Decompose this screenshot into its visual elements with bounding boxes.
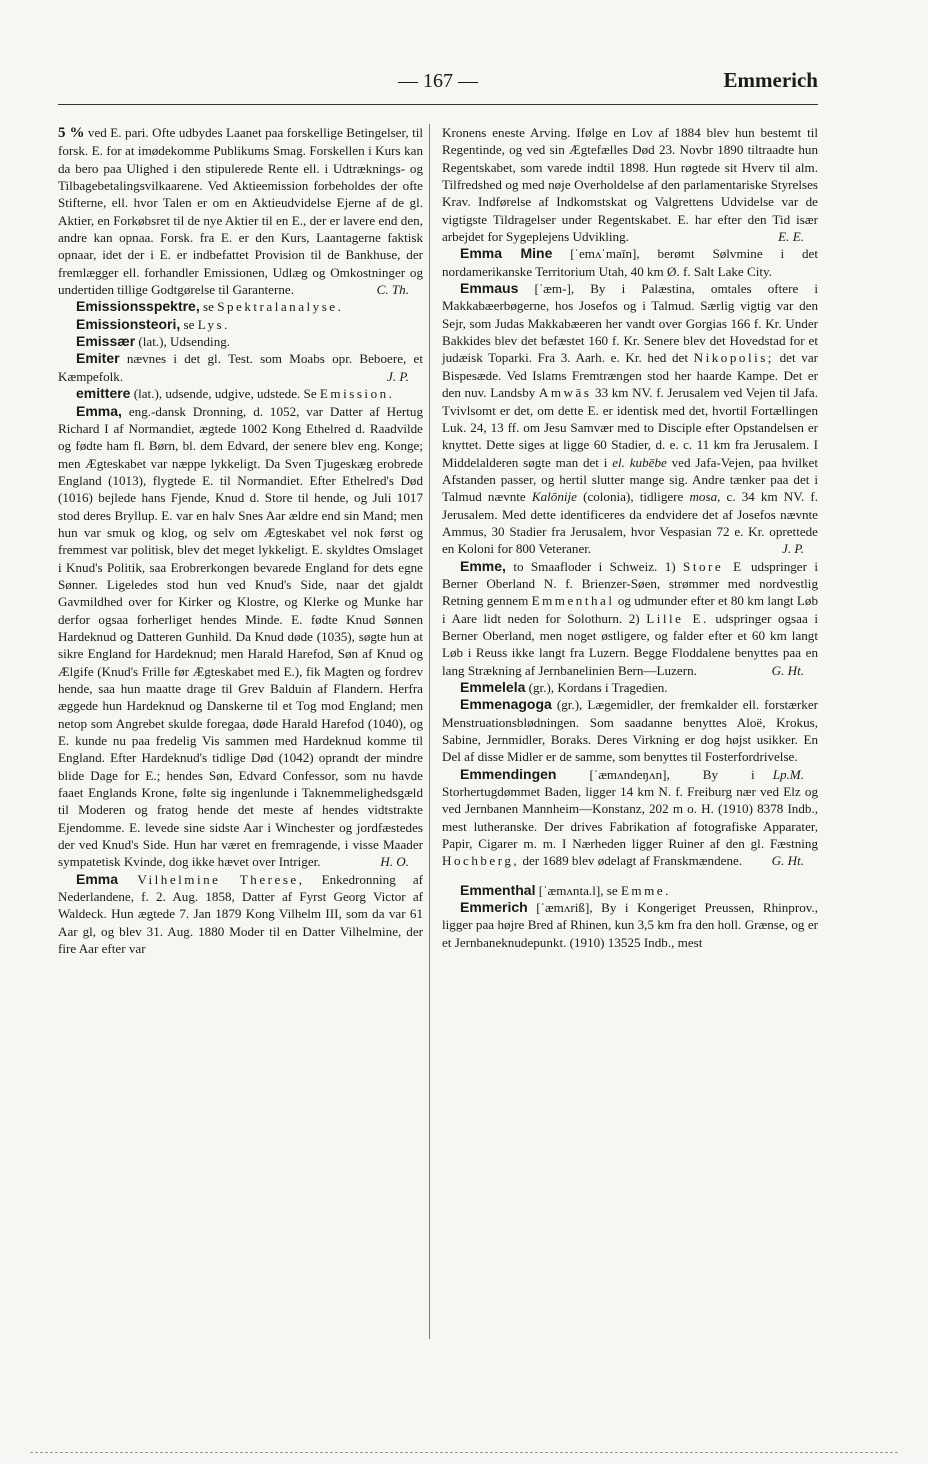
headword: Emme,: [460, 557, 506, 574]
entry-emme: [442, 558, 818, 679]
author-signature: H. O.: [380, 854, 409, 870]
italic-term: el. kubēbe: [612, 454, 667, 470]
spaced-place: Emmenthal: [531, 593, 615, 609]
paragraph-text: Kronens eneste Arving. Ifølge en Lov af 1884 blev hun bestemt til Regentinde, og ved sin Ægtefælles Død 23. Novbr 1890 tiltraadte hun Regentskabet, som varede indtil 1898. Hun røgtede sit Hverv til alm. Tilfredshed og med nøje Overholdelse af den parlamentariske Styrelses Krav. Indførelse af Indkomstskat og Valgrettens Udvidelse var de vigtigste Tildragelser under Regentskabet. E. har efter den Tid især arbejdet for Sygeplejens Udvikling.: [442, 125, 818, 245]
entry-text: det var Bispesæde. Ved Islams Fremtrængen stod her haarde Kampe. Det er den nuv. Landsby: [442, 350, 818, 401]
entry-text: (gr.), Lægemidler, der fremkalder ell. forstærker Menstruationsblødningen. Som saadanne benyttes Aloë, Krokus, Sabine, Jernmidler, Boraks. Deres Virkning er dog højst usikker. En Del af disse Midler er de samme, som benyttes til Fosterfordrivelse.: [442, 697, 818, 765]
entry-emiter: [58, 350, 423, 385]
headword: Emmenagoga: [460, 696, 552, 713]
spaced-place: Lille E.: [646, 610, 709, 626]
headword: Emiter: [76, 350, 120, 367]
headword: Emma: [76, 870, 119, 887]
entry-text: se: [199, 299, 218, 315]
entry-emmaus: [442, 280, 818, 558]
entry-emissionsspektre: [58, 298, 423, 315]
left-column: [58, 124, 423, 958]
entry-emma-mine: [442, 245, 818, 280]
author-signature: Lp.M.: [772, 766, 804, 782]
author-signature: G. Ht.: [771, 662, 804, 678]
author-signature: E. E.: [778, 229, 804, 245]
spaced-place: Store E: [683, 558, 744, 574]
entry-text: (lat.), udsende, udgive, udstede. Se: [130, 386, 320, 402]
entry-text: eng.-dansk Dronning, d. 1052, var Datter af Hertug Richard I af Normandiet, ægtede 1002 Kong Ethelred d. Raadvilde og fødte ham fl. Børn, bl. dem Edvard, der senere blev eng. Konge; men Ægteskabet var næppe lykkeligt. Da Sven Tjugeskæg erobrede England (1013), flygtede E. til Normandiet. Efter Ethelred's Død (1016) bejlede hans Fjende, Knud d. Store til hende, og Juli 1017 stod deres Bryllup. E. var en halv Snes Aar ældre end sin Mand; men hun var smuk og klog, og selv om Ægteskabet vel nok først og fremmest var politisk, blev det meget lykkeligt. E. skyldtes Omslaget i Knud's Politik, saa Erobrerkongen bevarede England for dets egne Sønner. Ligeledes stod hun ved Knud's Side, naar det gjaldt Gavmildhed over for Kirker og Klostre, og Klerke og Munke har derfor ogsaa forherliget hendes Minde. E. fødte Knud Sønnen Hardeknud og Datteren Gunhild. Da Knud døde (1035), søgte hun at sikre England for Hardeknud; men Harald Harefod, Søn af Knud og Ælgife (Knud's Frille før Ægteskabet med E.), fik Magten og fordrev hende, saa hun maatte drage til Grev Balduin af Flandern. Herfra æggede hun Hardeknud og Danskerne til et Tog mod England; men netop som Angrebet skulde foregaa, døde Harald Harefod (1040), og E. kunde nu paa fredelig Vis sammen med Hardeknud komme til England. Efter Hardeknud's tidlige Død (1042) oprandt der mindre blide Dage for E.; hendes Søn, Edvard Confessor, som nu havde faaet Englands Krone, følte sig ingenlunde i Taknemmelighedsgæld til Moderen og fratog hende det meste af hendes vidtstrakte Ejendomme. E. levede sine sidste Aar i Winchester og jordfæstedes der ved Knud's Side. Hun har været en fremragende, i visse Maader sympatetisk Kvinde, dog ikke hævet over Intriger.: [58, 403, 423, 870]
entry-emissionsteori: [58, 316, 423, 333]
spaced-name: Vilhelmine Therese,: [118, 871, 305, 887]
right-column: [442, 124, 818, 951]
entry-text: (colonia), tidligere: [576, 489, 690, 505]
headword: Emmendingen: [460, 765, 557, 782]
cross-reference: Emission.: [319, 386, 395, 402]
headword: Emmenthal: [460, 881, 536, 898]
italic-term: Kalōnije: [531, 489, 577, 505]
entry-text: se: [180, 316, 198, 332]
headword: Emmelela: [460, 679, 526, 695]
cross-reference: Emme.: [620, 882, 671, 898]
spacer: [442, 870, 818, 882]
headword: Emmerich: [460, 899, 528, 916]
headword: Emissionsspektre,: [76, 298, 200, 315]
entry-text: udspringer ogsaa i Berner Oberland, men noget østligere, og falder efter et 60 km langt Løb i Reuss ikke langt fra Luzern. Begge Floddalene benyttes paa en lang Strækning af Jernbanelinien Bern—Luzern.: [442, 610, 818, 678]
author-signature: J. P.: [387, 368, 409, 384]
entry-text: der 1689 blev ødelagt af Franskmændene.: [519, 853, 743, 869]
entry-text: og udmunder efter et 80 km langt Løb i Aare lidt neden for Solothurn. 2): [442, 593, 818, 626]
page-header: [58, 66, 818, 100]
author-signature: C. Th.: [376, 282, 409, 298]
entry-text: to Smaafloder i Schweiz. 1): [505, 558, 684, 574]
entry-text: [ˈæmʌnta.l], se: [535, 882, 621, 898]
spaced-place: Nikopolis;: [693, 350, 774, 366]
headword: Emma,: [76, 402, 122, 419]
headword: Emissionsteori,: [76, 315, 181, 332]
entry-text: c. 34 km NV. f. Jerusalem. Med dette identificeres da endvidere det af Josefos nævnte Ammus, 30 Stadier fra Jerusalem, hvor Vespasian 72 e. Kr. oprettede en Koloni for 800 Veteraner.: [442, 489, 818, 557]
entry-text: ved Jafa-Vejen, paa hvilket Afstanden passer, og hertil slutter mange sig. Andre tænker paa det i Talmud nævnte: [442, 454, 818, 505]
entry-text: (gr.), Kordans i Tragedien.: [525, 680, 668, 695]
spaced-place: Amwās: [538, 385, 592, 401]
cross-reference: Lys.: [197, 316, 230, 332]
entry-text: udspringer i Berner Oberland N. f. Brienzer-Søen, strømmer med nordvestlig Retning gennem: [442, 558, 819, 609]
headword: Emmaus: [460, 280, 519, 297]
entry-emma: [58, 403, 423, 871]
entry-emma-vilhelmine: [58, 871, 423, 958]
entry-text: [ˈæm-], By i Palæstina, omtales oftere i Makkabæerbøgerne, hos Josefos og i Talmud. Særlig vigtig var den Sejr, som Judas Makkabæeren her vandt over Gorgias 166 f. Kr. Under Bakkides blev det befæstet 160 f. Kr. Senere blev det Hovedstad for et judæisk Toparki. Fra 3. Aarh. e. Kr. hed det: [442, 281, 818, 366]
headword: emittere: [76, 385, 131, 402]
entry-emittere: [58, 385, 423, 402]
entry-text: Enkedronning af Nederlandene, f. 2. Aug. 1858, Datter af Fyrst Georg Victor af Waldeck. Hun ægtede 7. Jan 1879 Kong Vilhelm III, som da var 61 Aar gl, og blev 31. Aug. 1880 Moder til en Datter Vilhelmine, der fire Aar efter var: [58, 871, 423, 957]
page-number: — 167 —: [398, 70, 478, 92]
entry-text: [ˈæmʌriß], By i Kongeriget Preussen, Rhinprov., ligger paa højre Bred af Rhinen, kun 3,5 km fra den holl. Grænse, og er et Jernbaneknudepunkt. (1910) 13525 Indb., mest: [442, 900, 818, 950]
entry-emissaer: [58, 333, 423, 350]
cross-reference: Spektralanalyse.: [217, 299, 344, 315]
continued-paragraph: [442, 124, 818, 245]
entry-text: 33 km NV. f. Jerusalem ved Vejen til Jafa. Tvivlsomt er det, om dette E. er identisk med det, hvortil Fortællingen Luk. 24, 13 ff. om Jesu Samvær med to Disciple efter Opstandelsen er knyttet. Dette siges at ligge 60 Stadier, d. e. c. 11 km fra Jerusalem. I Middelalderen søgte man det i: [442, 385, 818, 470]
percent-figure: 5 %: [58, 125, 85, 141]
entry-text: [ˈemʌˈmaīn], berømt Sølvmine i det nordamerikanske Territorium Utah, 40 km Ø. f. Salt Lake City.: [442, 246, 818, 279]
entry-emmerich: [442, 899, 818, 951]
continued-paragraph: [58, 124, 423, 298]
entry-text: (lat.), Udsending.: [135, 334, 231, 350]
entry-emmelela: [442, 679, 818, 696]
entry-text: nævnes i det gl. Test. som Moabs opr. Beboere, et Kæmpefolk.: [58, 351, 423, 384]
author-signature: J. P.: [782, 541, 804, 557]
italic-term: mosa,: [689, 489, 721, 505]
headword: Emma Mine: [460, 245, 553, 262]
scan-edge-line: [30, 1452, 898, 1453]
entry-text: [ˈæmʌndeŋʌn], By i Storhertugdømmet Baden, ligger 14 km N. f. Freiburg nær ved Elz og ved Jernbanen Mannheim—Konstanz, 202 m o. H. (1910) 8378 Indb., mest lutheranske. Der drives Fabrikation af fotografiske Apparater, Papir, Cigarer m. m. I Nærheden ligger Ruiner af den gl. Fæstning: [442, 766, 818, 852]
entry-emmenthal: [442, 882, 818, 899]
header-rule: [58, 104, 818, 105]
headword: Emissær: [76, 333, 136, 350]
author-signature: G. Ht.: [771, 853, 804, 869]
spaced-place: Hochberg,: [442, 853, 520, 869]
paragraph-text: ved E. pari. Ofte udbydes Laanet paa forskellige Betingelser, til forsk. E. for at imødekomme Publikums Smag. Forskellen i Kurs kan da bero paa Ulighed i den stipulerede Rente ell. i Udtræknings- og Tilbagebetalingsvilkaarene. Ved Aktieemission forbeholdes der ofte Stifterne, ell. hvor Talen er om en Aktieudvidelse Ejerne af de gl. Aktier, en Forkøbsret til de nye Aktier til en E., der er lavere end den, andre kan opnaa. Forsk. fra E. er den Kurs, Laantagerne faktisk opnaar, idet der i E. er indbefattet Provision til de Bankhuse, der fremlægger ell. forhandler Emissionen, Udlæg og Omkostninger og undertiden tillige Godtgørelse til Garanterne.: [58, 125, 423, 298]
running-head: Emmerich: [723, 68, 818, 92]
column-divider: [429, 124, 430, 1339]
